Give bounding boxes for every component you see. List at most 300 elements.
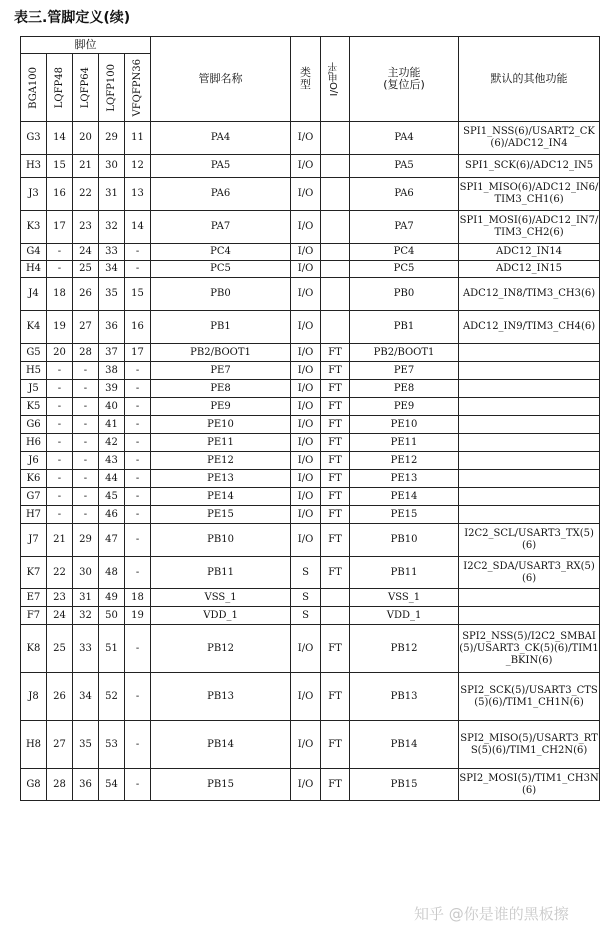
table-row [21, 278, 600, 311]
cell-vfqfpn36: - [125, 434, 151, 452]
cell-lqfp64: - [73, 452, 99, 470]
cell-alt [459, 344, 600, 362]
cell-type: I/O [291, 524, 321, 557]
cell-level: FT [321, 344, 350, 362]
cell-name: PE11 [151, 434, 291, 452]
cell-vfqfpn36: - [125, 416, 151, 434]
table-row [21, 488, 600, 506]
cell-alt: ADC12_IN9/TIM3_CH4(6) [459, 311, 600, 344]
cell-vfqfpn36: 15 [125, 278, 151, 311]
cell-bga100: G4 [21, 244, 47, 261]
cell-lqfp64: 24 [73, 244, 99, 261]
cell-level [321, 211, 350, 244]
table-row [21, 625, 600, 673]
package-header-lqfp48 [47, 54, 73, 122]
cell-bga100: G7 [21, 488, 47, 506]
table-row [21, 470, 600, 488]
cell-level: FT [321, 625, 350, 673]
cell-type: I/O [291, 721, 321, 769]
table-row [21, 211, 600, 244]
cell-type: I/O [291, 311, 321, 344]
cell-level [321, 607, 350, 625]
cell-lqfp100: 36 [99, 311, 125, 344]
cell-bga100: J3 [21, 178, 47, 211]
cell-alt: SPI2_MOSI(5)/TIM1_CH3N(6) [459, 769, 600, 801]
cell-lqfp64: 23 [73, 211, 99, 244]
cell-level: FT [321, 380, 350, 398]
cell-vfqfpn36: - [125, 506, 151, 524]
cell-lqfp64: 20 [73, 122, 99, 155]
cell-main: PE15 [350, 506, 459, 524]
table-row [21, 506, 600, 524]
cell-lqfp48: 16 [47, 178, 73, 211]
cell-name: VSS_1 [151, 589, 291, 607]
cell-main: PA7 [350, 211, 459, 244]
cell-lqfp64: - [73, 380, 99, 398]
cell-main: PB1 [350, 311, 459, 344]
cell-bga100: F7 [21, 607, 47, 625]
cell-lqfp48: 19 [47, 311, 73, 344]
cell-alt [459, 416, 600, 434]
cell-level [321, 178, 350, 211]
cell-alt: SPI2_SCK(5)/USART3_CTS(5)(6)/TIM1_CH1N(6) [459, 673, 600, 721]
cell-name: PE14 [151, 488, 291, 506]
cell-lqfp100: 52 [99, 673, 125, 721]
cell-name: PC4 [151, 244, 291, 261]
cell-type: I/O [291, 769, 321, 801]
package-header-vfqfpn36 [125, 54, 151, 122]
cell-main: PE14 [350, 488, 459, 506]
cell-bga100: K8 [21, 625, 47, 673]
table-row [21, 311, 600, 344]
cell-lqfp100: 43 [99, 452, 125, 470]
cell-vfqfpn36: - [125, 362, 151, 380]
cell-name: PE15 [151, 506, 291, 524]
cell-alt: I2C2_SDA/USART3_RX(5)(6) [459, 557, 600, 589]
package-label: VFQFPN36 [131, 58, 143, 117]
cell-bga100: H4 [21, 261, 47, 278]
package-header-lqfp64 [73, 54, 99, 122]
cell-type: I/O [291, 211, 321, 244]
cell-name: PB2/BOOT1 [151, 344, 291, 362]
cell-type: I/O [291, 155, 321, 178]
cell-level: FT [321, 721, 350, 769]
cell-lqfp48: 22 [47, 557, 73, 589]
cell-lqfp48: - [47, 416, 73, 434]
cell-bga100: E7 [21, 589, 47, 607]
cell-name: PB1 [151, 311, 291, 344]
cell-lqfp100: 38 [99, 362, 125, 380]
cell-lqfp64: 35 [73, 721, 99, 769]
cell-vfqfpn36: - [125, 769, 151, 801]
cell-lqfp100: 39 [99, 380, 125, 398]
cell-alt: ADC12_IN8/TIM3_CH3(6) [459, 278, 600, 311]
cell-level: FT [321, 434, 350, 452]
cell-main: PE12 [350, 452, 459, 470]
cell-main: PB13 [350, 673, 459, 721]
table-row [21, 178, 600, 211]
cell-bga100: K7 [21, 557, 47, 589]
cell-lqfp48: - [47, 261, 73, 278]
table-row [21, 380, 600, 398]
cell-lqfp64: 28 [73, 344, 99, 362]
cell-lqfp48: 25 [47, 625, 73, 673]
cell-bga100: H5 [21, 362, 47, 380]
cell-name: PC5 [151, 261, 291, 278]
pin-rows [21, 122, 600, 801]
cell-lqfp64: 25 [73, 261, 99, 278]
cell-lqfp48: 26 [47, 673, 73, 721]
cell-lqfp48: - [47, 398, 73, 416]
cell-name: PE7 [151, 362, 291, 380]
cell-vfqfpn36: 19 [125, 607, 151, 625]
cell-main: PB10 [350, 524, 459, 557]
cell-type: I/O [291, 625, 321, 673]
cell-type: I/O [291, 344, 321, 362]
cell-bga100: J4 [21, 278, 47, 311]
cell-type: I/O [291, 380, 321, 398]
cell-alt [459, 398, 600, 416]
cell-bga100: G5 [21, 344, 47, 362]
cell-lqfp48: 24 [47, 607, 73, 625]
cell-lqfp64: 31 [73, 589, 99, 607]
cell-type: I/O [291, 122, 321, 155]
cell-alt: SPI1_MISO(6)/ADC12_IN6/TIM3_CH1(6) [459, 178, 600, 211]
cell-lqfp48: 21 [47, 524, 73, 557]
table-row [21, 344, 600, 362]
cell-vfqfpn36: - [125, 673, 151, 721]
cell-vfqfpn36: - [125, 557, 151, 589]
cell-bga100: H3 [21, 155, 47, 178]
cell-lqfp100: 40 [99, 398, 125, 416]
cell-level: FT [321, 452, 350, 470]
cell-lqfp100: 41 [99, 416, 125, 434]
cell-vfqfpn36: - [125, 452, 151, 470]
cell-alt [459, 607, 600, 625]
cell-vfqfpn36: 11 [125, 122, 151, 155]
main-function-header-line-2: (复位后) [383, 78, 425, 91]
cell-name: PB12 [151, 625, 291, 673]
cell-main: PB2/BOOT1 [350, 344, 459, 362]
cell-vfqfpn36: - [125, 524, 151, 557]
cell-vfqfpn36: - [125, 625, 151, 673]
cell-lqfp100: 44 [99, 470, 125, 488]
cell-lqfp64: 32 [73, 607, 99, 625]
cell-name: PA4 [151, 122, 291, 155]
cell-bga100: J7 [21, 524, 47, 557]
cell-lqfp100: 31 [99, 178, 125, 211]
type-header-line-2: 型 [300, 78, 312, 91]
cell-name: PE8 [151, 380, 291, 398]
table-row [21, 155, 600, 178]
cell-lqfp48: 23 [47, 589, 73, 607]
cell-main: PE8 [350, 380, 459, 398]
cell-name: PA5 [151, 155, 291, 178]
cell-type: I/O [291, 261, 321, 278]
alt-function-header: 默认的其他功能 [459, 37, 600, 122]
cell-alt: ADC12_IN14 [459, 244, 600, 261]
cell-name: PB0 [151, 278, 291, 311]
cell-lqfp48: - [47, 506, 73, 524]
package-header-lqfp100 [99, 54, 125, 122]
cell-main: PE7 [350, 362, 459, 380]
cell-lqfp48: - [47, 434, 73, 452]
cell-vfqfpn36: 18 [125, 589, 151, 607]
cell-level [321, 244, 350, 261]
cell-lqfp100: 42 [99, 434, 125, 452]
cell-lqfp64: 34 [73, 673, 99, 721]
cell-bga100: H6 [21, 434, 47, 452]
package-header-bga100 [21, 54, 47, 122]
cell-alt: SPI1_NSS(6)/USART2_CK(6)/ADC12_IN4 [459, 122, 600, 155]
cell-name: PE9 [151, 398, 291, 416]
cell-lqfp100: 29 [99, 122, 125, 155]
cell-alt: ADC12_IN15 [459, 261, 600, 278]
io-level-header [321, 37, 350, 122]
cell-lqfp64: 30 [73, 557, 99, 589]
watermark: 知乎 @你是谁的黑板擦 [414, 905, 569, 923]
cell-lqfp64: - [73, 416, 99, 434]
cell-lqfp48: 17 [47, 211, 73, 244]
cell-type: I/O [291, 244, 321, 261]
cell-name: PB11 [151, 557, 291, 589]
cell-bga100: J5 [21, 380, 47, 398]
cell-bga100: G6 [21, 416, 47, 434]
cell-lqfp64: 21 [73, 155, 99, 178]
cell-type: I/O [291, 506, 321, 524]
cell-level [321, 278, 350, 311]
cell-lqfp64: - [73, 488, 99, 506]
cell-alt [459, 452, 600, 470]
cell-name: PA7 [151, 211, 291, 244]
cell-alt [459, 380, 600, 398]
cell-level: FT [321, 470, 350, 488]
cell-alt: SPI1_MOSI(6)/ADC12_IN7/TIM3_CH2(6) [459, 211, 600, 244]
cell-lqfp100: 49 [99, 589, 125, 607]
cell-name: PB10 [151, 524, 291, 557]
main-function-header [350, 37, 459, 122]
cell-main: PE9 [350, 398, 459, 416]
cell-vfqfpn36: - [125, 261, 151, 278]
cell-vfqfpn36: - [125, 721, 151, 769]
cell-bga100: K6 [21, 470, 47, 488]
table-row [21, 452, 600, 470]
cell-main: PA6 [350, 178, 459, 211]
cell-lqfp48: 15 [47, 155, 73, 178]
table-row [21, 721, 600, 769]
cell-lqfp100: 32 [99, 211, 125, 244]
cell-name: PB15 [151, 769, 291, 801]
cell-vfqfpn36: 16 [125, 311, 151, 344]
package-label: LQFP48 [53, 66, 65, 109]
cell-main: VDD_1 [350, 607, 459, 625]
cell-lqfp100: 37 [99, 344, 125, 362]
cell-alt [459, 362, 600, 380]
cell-vfqfpn36: 13 [125, 178, 151, 211]
table-row [21, 673, 600, 721]
cell-lqfp64: - [73, 434, 99, 452]
cell-level [321, 155, 350, 178]
cell-lqfp64: - [73, 506, 99, 524]
cell-main: PB15 [350, 769, 459, 801]
cell-type: I/O [291, 673, 321, 721]
table-row [21, 769, 600, 801]
cell-level: FT [321, 673, 350, 721]
cell-lqfp64: 29 [73, 524, 99, 557]
cell-lqfp64: 33 [73, 625, 99, 673]
package-label: LQFP100 [105, 63, 117, 112]
table-row [21, 607, 600, 625]
table-row [21, 524, 600, 557]
cell-lqfp48: - [47, 362, 73, 380]
cell-vfqfpn36: 14 [125, 211, 151, 244]
cell-main: PE10 [350, 416, 459, 434]
cell-lqfp100: 47 [99, 524, 125, 557]
cell-level: FT [321, 488, 350, 506]
cell-name: PB14 [151, 721, 291, 769]
cell-bga100: H8 [21, 721, 47, 769]
main-function-header-line-1: 主功能 [387, 66, 421, 79]
cell-level: FT [321, 769, 350, 801]
type-header [291, 37, 321, 122]
cell-alt [459, 589, 600, 607]
cell-alt [459, 506, 600, 524]
cell-lqfp100: 48 [99, 557, 125, 589]
cell-main: PC4 [350, 244, 459, 261]
cell-main: PB0 [350, 278, 459, 311]
cell-name: PB13 [151, 673, 291, 721]
cell-alt [459, 488, 600, 506]
cell-main: PE11 [350, 434, 459, 452]
cell-level: FT [321, 416, 350, 434]
package-label: BGA100 [27, 66, 39, 109]
cell-vfqfpn36: - [125, 470, 151, 488]
cell-lqfp64: - [73, 398, 99, 416]
cell-type: S [291, 607, 321, 625]
cell-lqfp48: 20 [47, 344, 73, 362]
cell-lqfp48: 14 [47, 122, 73, 155]
table-row [21, 557, 600, 589]
cell-bga100: J8 [21, 673, 47, 721]
io-level-header-text: I/O电平 [329, 61, 341, 97]
cell-lqfp48: - [47, 470, 73, 488]
cell-level [321, 589, 350, 607]
cell-alt: SPI2_MISO(5)/USART3_RTS(5)(6)/TIM1_CH2N(6) [459, 721, 600, 769]
cell-bga100: K4 [21, 311, 47, 344]
cell-lqfp100: 45 [99, 488, 125, 506]
cell-lqfp100: 54 [99, 769, 125, 801]
cell-bga100: G8 [21, 769, 47, 801]
cell-type: I/O [291, 488, 321, 506]
cell-lqfp100: 30 [99, 155, 125, 178]
cell-main: PB14 [350, 721, 459, 769]
table-row [21, 416, 600, 434]
type-header-line-1: 类 [300, 66, 312, 79]
cell-lqfp100: 53 [99, 721, 125, 769]
cell-lqfp48: - [47, 244, 73, 261]
cell-main: PC5 [350, 261, 459, 278]
cell-main: PE13 [350, 470, 459, 488]
cell-level: FT [321, 398, 350, 416]
cell-alt [459, 434, 600, 452]
table-row [21, 589, 600, 607]
cell-lqfp48: 28 [47, 769, 73, 801]
cell-lqfp48: - [47, 452, 73, 470]
cell-lqfp48: 18 [47, 278, 73, 311]
table-row [21, 362, 600, 380]
cell-lqfp64: - [73, 470, 99, 488]
table-row [21, 122, 600, 155]
cell-level: FT [321, 362, 350, 380]
cell-lqfp64: 27 [73, 311, 99, 344]
table-row [21, 244, 600, 261]
cell-lqfp48: 27 [47, 721, 73, 769]
cell-alt: I2C2_SCL/USART3_TX(5)(6) [459, 524, 600, 557]
cell-type: I/O [291, 362, 321, 380]
cell-lqfp64: 36 [73, 769, 99, 801]
pin-group-header: 脚位 [21, 37, 151, 54]
cell-type: I/O [291, 452, 321, 470]
cell-lqfp100: 46 [99, 506, 125, 524]
cell-main: PA4 [350, 122, 459, 155]
cell-main: PB12 [350, 625, 459, 673]
cell-lqfp100: 35 [99, 278, 125, 311]
cell-type: S [291, 589, 321, 607]
cell-level [321, 261, 350, 278]
cell-lqfp64: 26 [73, 278, 99, 311]
cell-bga100: J6 [21, 452, 47, 470]
cell-level: FT [321, 524, 350, 557]
cell-alt: SPI1_SCK(6)/ADC12_IN5 [459, 155, 600, 178]
table-row [21, 398, 600, 416]
cell-type: I/O [291, 398, 321, 416]
table-row [21, 261, 600, 278]
cell-bga100: G3 [21, 122, 47, 155]
package-label: LQFP64 [79, 66, 91, 109]
cell-lqfp64: - [73, 362, 99, 380]
cell-vfqfpn36: - [125, 380, 151, 398]
cell-type: I/O [291, 470, 321, 488]
cell-vfqfpn36: - [125, 398, 151, 416]
cell-vfqfpn36: - [125, 488, 151, 506]
cell-lqfp100: 51 [99, 625, 125, 673]
cell-type: I/O [291, 416, 321, 434]
cell-main: PA5 [350, 155, 459, 178]
cell-name: PE12 [151, 452, 291, 470]
cell-lqfp48: - [47, 380, 73, 398]
table-row [21, 434, 600, 452]
cell-type: I/O [291, 178, 321, 211]
cell-type: I/O [291, 434, 321, 452]
cell-level [321, 311, 350, 344]
cell-name: VDD_1 [151, 607, 291, 625]
cell-vfqfpn36: 17 [125, 344, 151, 362]
cell-name: PA6 [151, 178, 291, 211]
cell-lqfp48: - [47, 488, 73, 506]
cell-bga100: K3 [21, 211, 47, 244]
cell-lqfp100: 34 [99, 261, 125, 278]
cell-main: VSS_1 [350, 589, 459, 607]
cell-name: PE10 [151, 416, 291, 434]
cell-name: PE13 [151, 470, 291, 488]
cell-level [321, 122, 350, 155]
cell-type: I/O [291, 278, 321, 311]
cell-vfqfpn36: - [125, 244, 151, 261]
cell-bga100: H7 [21, 506, 47, 524]
cell-lqfp64: 22 [73, 178, 99, 211]
page-title: 表三.管脚定义(续) [14, 10, 131, 26]
cell-main: PB11 [350, 557, 459, 589]
